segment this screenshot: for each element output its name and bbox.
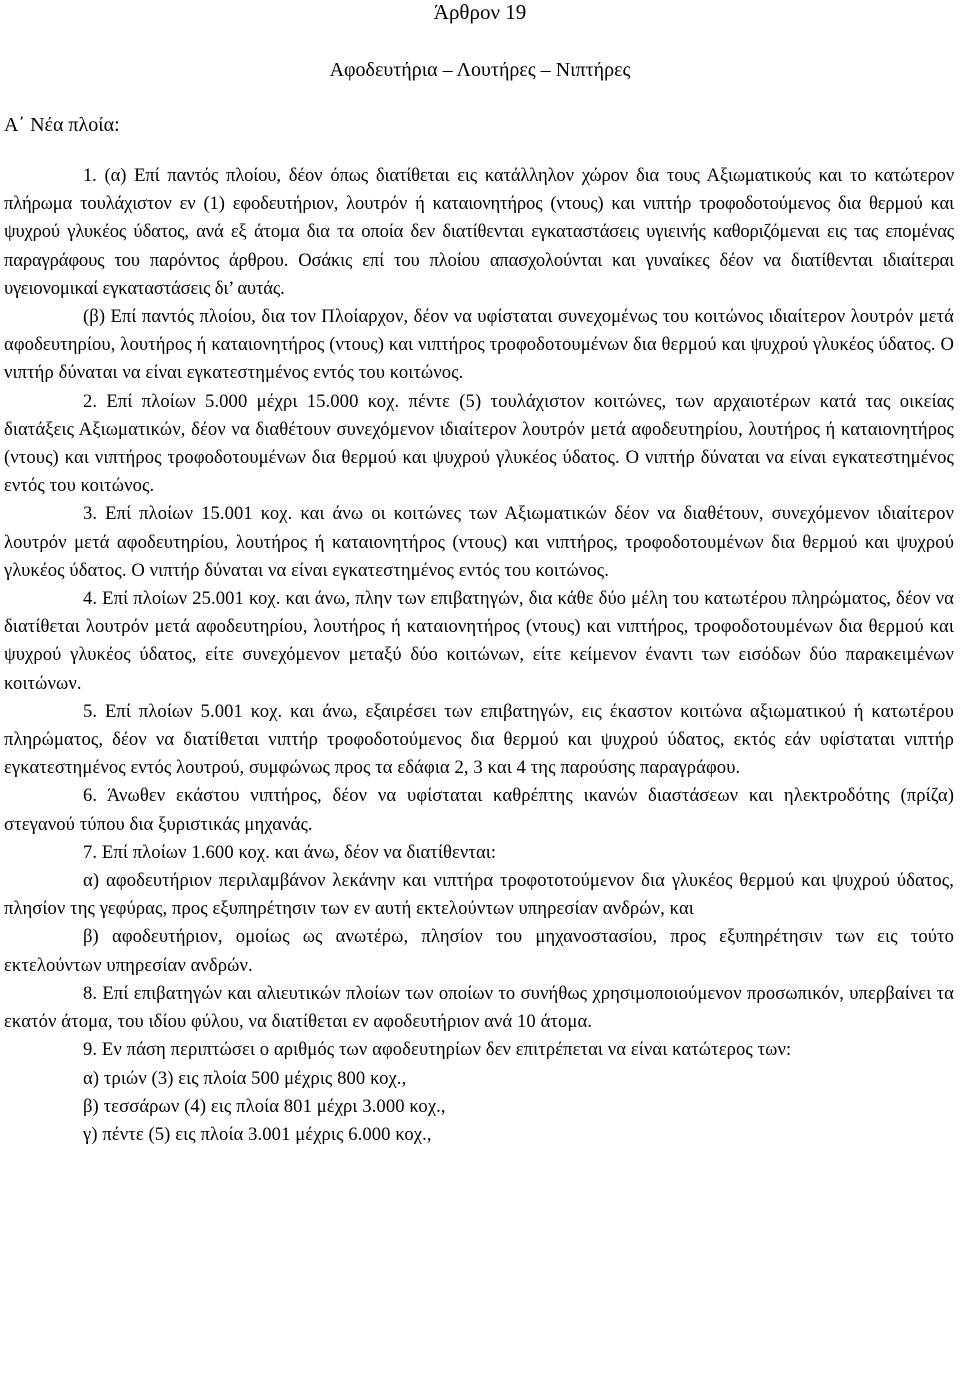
list-item-9a: α) τριών (3) εις πλοία 500 μέχρις 800 κοχ., xyxy=(83,1067,407,1089)
section-label: Α΄ Νέα πλοία: xyxy=(4,114,120,136)
paragraph-2: 2. Επί πλοίων 5.000 μέχρι 15.000 κοχ. πέντε (5) τουλάχιστον κοιτώνες, των αρχαιοτέρων κατά τας οικείας διατάξεις Αξιωματικών, δέον να διαθέτουν συνεχόμενον ιδιαίτερον λουτρόν μετά αφοδευτηρίου, λουτήρος ή καταιονητήρος (ντους) και νιπτήρος τροφοδοτουμένων δια θερμού και ψυχρού γλυκέος ύδατος. Ο νιπτήρ δύναται να είναι εγκατεστημένος εντός του κοιτώνος. xyxy=(4,390,954,497)
paragraph-7: 7. Επί πλοίων 1.600 κοχ. και άνω, δέον να διατίθενται: xyxy=(83,841,497,863)
paragraph-7a: α) αφοδευτήριον περιλαμβάνον λεκάνην και νιπτήρα τροφοτοτούμενον δια γλυκέος θερμού και ψυχρού ύδατος, πλησίον της γεφύρας, προς εξυπηρέτησιν των εν αυτή εκτελούντων υπηρεσίαν ανδρών, και xyxy=(4,870,954,920)
article-title: Άρθρον 19 xyxy=(433,0,527,24)
paragraph-4: 4. Επί πλοίων 25.001 κοχ. και άνω, πλην των επιβατηγών, δια κάθε δύο μέλη του κατωτέρου πληρώματος, δέον να διατίθεται λουτρόν μετά αφοδευτηρίου, λουτήρος ή καταιονητήρος (ντους) και νιπτήρος, τροφοδοτουμένων δια θερμού και ψυχρού γλυκέος ύδατος, είτε συνεχόμενον μεταξύ δύο κοιτώνων, είτε κείμενον έναντι των εισόδων δύο παρακειμένων κοιτώνων. xyxy=(4,588,954,694)
paragraph-5: 5. Επί πλοίων 5.001 κοχ. και άνω, εξαιρέσει των επιβατηγών, εις έκαστον κοιτώνα αξιωματικού ή κατωτέρου πληρώματος, δέον να διατίθεται νιπτήρ τροφοδοτούμενος δια θερμού και ψυχρού ύδατος, εκτός εάν υφίσταται νιπτήρ εγκατεστημένος εντός λουτρού, συμφώνως προς τα εδάφια 2, 3 και 4 της παρούσης παραγράφου. xyxy=(4,700,954,779)
article-body xyxy=(4,162,954,1149)
paragraph-8: 8. Επί επιβατηγών και αλιευτικών πλοίων των οποίων το συνήθως χρησιμοποιούμενον προσωπικόν, υπερβαίνει τα εκατόν άτομα, του ιδίου φύλου, να διατίθεται εν αφοδευτήριον ανά 10 άτομα. xyxy=(4,982,954,1033)
list-item-9c: γ) πέντε (5) εις πλοία 3.001 μέχρις 6.000 κοχ., xyxy=(83,1123,432,1145)
paragraph-1b: (β) Επί παντός πλοίου, δια τον Πλοίαρχον, δέον να υφίσταται συνεχομένως του κοιτώνος ιδιαίτερον λουτρόν μετά αφοδευτηρίου, λουτήρος ή καταιονητήρος (ντους) και νιπτήρος τροφοδοτουμένων δια θερμού και ψυχρού γλυκέος ύδατος. Ο νιπτήρ δύναται να είναι εγκατεστημένος εντός του κοιτώνος. xyxy=(4,306,954,384)
paragraph-9: 9. Εν πάση περιπτώσει ο αριθμός των αφοδευτηρίων δεν επιτρέπεται να είναι κατώτερος των: xyxy=(83,1039,792,1061)
paragraph-7b: β) αφοδευτήριον, ομοίως ως ανωτέρω, πλησίον του μηχανοστασίου, προς εξυπηρέτησιν των εις τούτο εκτελούντων υπηρεσίαν ανδρών. xyxy=(4,926,954,976)
list-item-9b: β) τεσσάρων (4) εις πλοία 801 μέχρι 3.000 κοχ., xyxy=(83,1095,446,1117)
paragraph-3: 3. Επί πλοίων 15.001 κοχ. και άνω οι κοιτώνες των Αξιωματικών δέον να διαθέτουν, συνεχόμενον ιδιαίτερον λουτρόν μετά αφοδευτηρίου, λουτήρος ή καταιονητήρος (ντους) και νιπτήρος, τροφοδοτουμένων δια θερμού και ψυχρού γλυκέος ύδατος. Ο νιπτήρ δύναται να είναι εγκατεστημένος εντός του κοιτώνος. xyxy=(4,503,954,581)
paragraph-6: 6. Άνωθεν εκάστου νιπτήρος, δέον να υφίσταται καθρέπτης ικανών διαστάσεων και ηλεκτροδότης (πρίζα) στεγανού τύπου δια ξυριστικάς μηχανάς. xyxy=(4,785,954,835)
paragraph-1a: 1. (α) Επί παντός πλοίου, δέον όπως διατίθεται εις κατάλληλον χώρον δια τους Αξιωματικούς και το κατώτερον πλήρωμα τουλάχιστον εν (1) εφοδευτήριον, λουτρόν ή καταιονητήρος (ντους) και νιπτήρ τροφοδοτούμενος δια θερμού και ψυχρού γλυκέος ύδατος, ανά εξ άτομα δια τα οποία δεν διατίθενται εγκαταστάσεις υγιεινής καθοριζόμεναι εις τας επομένας παραγράφους του παρόντος άρθρου. Οσάκις επί του πλοίου απασχολούνται και γυναίκες δέον να διατίθενται ιδιαίτεραι υγειονομικαί εγκαταστάσεις δι’ αυτάς. xyxy=(4,165,954,299)
article-subtitle: Αφοδευτήρια – Λουτήρες – Νιπτήρες xyxy=(329,59,631,81)
